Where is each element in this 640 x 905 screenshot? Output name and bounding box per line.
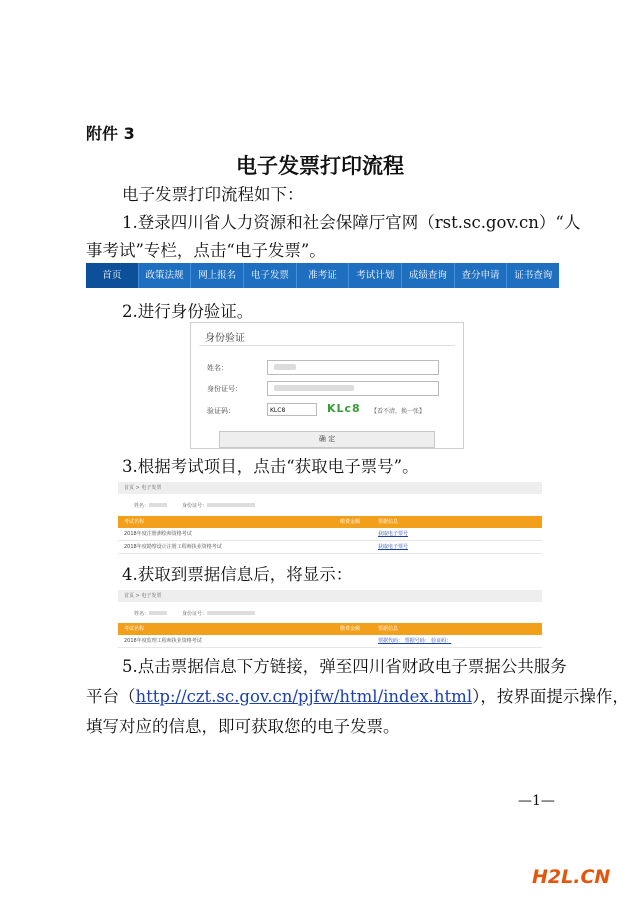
nav-item-registration[interactable]: 网上报名 (191, 263, 244, 288)
header-invoice-info: 票据信息 (378, 519, 399, 525)
step1-line2: 事考试”专栏，点击“电子发票”。 (86, 241, 326, 260)
table-header (118, 623, 542, 635)
captcha-refresh-link[interactable]: 【看不清，换一张】 (371, 408, 426, 415)
header-amount: 缴费金额 (340, 519, 361, 525)
nav-item-plan[interactable]: 考试计划 (349, 263, 402, 288)
nav-item-policy[interactable]: 政策法规 (139, 263, 192, 288)
form-title: 身份验证 (205, 333, 245, 344)
id-number-input[interactable] (267, 381, 439, 396)
step1-site: rst.sc.gov.cn (434, 213, 539, 232)
exam-name: 2018年度监理工程师执业资格考试 (124, 638, 202, 644)
get-invoice-number-link[interactable]: 获取电子票号 (378, 531, 409, 537)
page-number: —1— (518, 793, 555, 809)
nav-item-review[interactable]: 查分申请 (455, 263, 508, 288)
step4-paragraph: 4.获取到票据信息后，将显示： (122, 565, 353, 584)
captcha-image[interactable]: KLc8 (327, 402, 361, 415)
step1-text-a: 1.登录四川省人力资源和社会保障厅官网（ (122, 213, 435, 232)
header-exam-name: 考试名称 (124, 519, 145, 525)
nav-item-scores[interactable]: 成绩查询 (402, 263, 455, 288)
header-exam-name: 考试名称 (124, 626, 145, 632)
identity-verification-form (190, 322, 464, 449)
blurred-id-number (274, 385, 354, 391)
nav-item-admission[interactable]: 准考证 (297, 263, 350, 288)
site-nav-bar (86, 263, 559, 288)
get-invoice-number-link[interactable]: 获取电子票号 (378, 544, 409, 550)
breadcrumb: 首页 > 电子发票 (118, 482, 542, 494)
step5-line1: 5.点击票据信息下方链接，弹至四川省财政电子票据公共服务 (122, 657, 567, 676)
step5-line3: 填写对应的信息，即可获取您的电子发票。 (86, 717, 400, 736)
captcha-label: 验证码： (207, 407, 235, 415)
name-input[interactable] (267, 360, 439, 375)
invoice-info-link[interactable]: 票据代码： 票据号码： 验证码： (378, 638, 452, 644)
step3-paragraph: 3.根据考试项目，点击“获取电子票号”。 (122, 457, 419, 476)
header-amount: 缴费金额 (340, 626, 361, 632)
page-title: 电子发票打印流程 (236, 154, 404, 178)
step2-paragraph: 2.进行身份验证。 (122, 302, 254, 321)
step5-text-a: 平台（ (86, 687, 136, 706)
step1-line1 (122, 208, 580, 238)
watermark-logo (532, 866, 610, 888)
form-divider (199, 345, 455, 346)
intro-paragraph: 电子发票打印流程如下： (122, 185, 304, 204)
table-row (118, 635, 542, 648)
id-info-label: 身份证号： (182, 611, 208, 617)
watermark-sub: .CN (573, 866, 611, 888)
attachment-label: 附件 3 (86, 124, 135, 143)
header-invoice-info: 票据信息 (378, 626, 399, 632)
step1-text-b: ）“人 (538, 213, 581, 232)
breadcrumb: 首页 > 电子发票 (118, 590, 542, 602)
step5-text-b: ），按界面提示操作， (472, 687, 629, 706)
blurred-name (274, 364, 296, 370)
confirm-button[interactable]: 确 定 (219, 431, 435, 448)
user-info: 姓名： 身份证号： (134, 610, 255, 617)
id-number-label: 身份证号： (207, 385, 242, 393)
user-info: 姓名： 身份证号： (134, 502, 255, 509)
captcha-input[interactable]: KLC8 (267, 403, 317, 416)
exam-name: 2018年度勘察设计注册工程师执业资格考试 (124, 544, 222, 550)
step5-line2 (86, 682, 629, 712)
id-info-label: 身份证号： (182, 503, 208, 509)
exam-name: 2018年度注册测绘师资格考试 (124, 531, 192, 537)
invoice-table-1 (118, 482, 542, 556)
nav-item-invoice[interactable]: 电子发票 (244, 263, 297, 288)
watermark-main: H2L (532, 866, 574, 888)
finance-platform-link[interactable]: http://czt.sc.gov.cn/pjfw/html/index.html (135, 687, 473, 706)
table-row (118, 541, 542, 554)
name-label: 姓名： (207, 364, 228, 372)
invoice-table-2 (118, 590, 542, 646)
nav-item-certificate[interactable]: 证书查询 (514, 270, 553, 281)
table-header (118, 516, 542, 528)
nav-item-home[interactable]: 首页 (86, 263, 139, 288)
table-row (118, 528, 542, 541)
